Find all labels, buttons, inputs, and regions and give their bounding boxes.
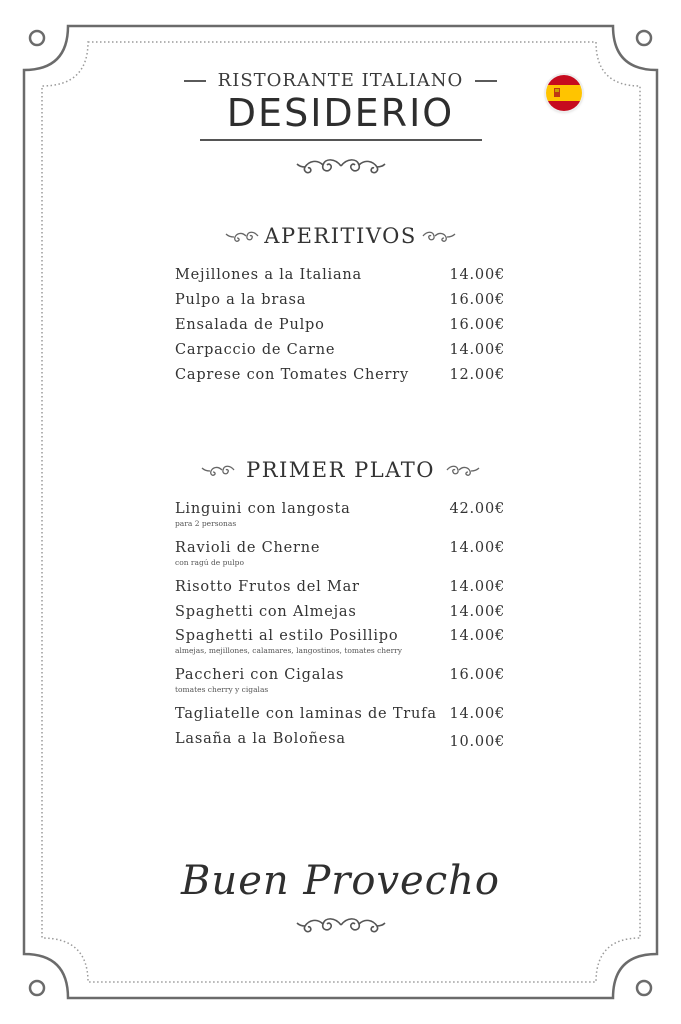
dish-name: Risotto Frutos del Mar xyxy=(175,579,360,595)
aperitivos-list xyxy=(175,266,505,391)
dish-price: 14.00€ xyxy=(449,628,505,644)
dish-price: 10.00€ xyxy=(449,734,505,750)
menu-item xyxy=(175,730,505,755)
dish-price: 14.00€ xyxy=(449,604,505,620)
title-rule xyxy=(200,139,482,141)
dish-price: 14.00€ xyxy=(449,540,505,556)
dish-name: Pulpo a la brasa xyxy=(175,292,307,308)
section-title-primer-plato xyxy=(0,458,681,482)
menu-item xyxy=(175,603,505,627)
corner-dot-tl xyxy=(30,31,44,45)
dish-price: 16.00€ xyxy=(449,667,505,683)
section-heading: APERITIVOS xyxy=(264,224,417,248)
restaurant-name: DESIDERIO xyxy=(226,91,455,135)
menu-item xyxy=(175,316,505,341)
dish-price: 14.00€ xyxy=(449,706,505,722)
dish-name: Mejillones a la Italiana xyxy=(175,267,362,283)
dish-name: Spaghetti al estilo Posillipo xyxy=(175,628,399,644)
dish-name: Caprese con Tomates Cherry xyxy=(175,367,409,383)
dish-price: 12.00€ xyxy=(449,367,505,383)
menu-item xyxy=(175,366,505,391)
primer-plato-list xyxy=(175,500,505,755)
restaurant-subtitle: RISTORANTE ITALIANO xyxy=(217,70,464,91)
section-heading: PRIMER PLATO xyxy=(246,458,435,482)
dish-description: almejas, mejillones, calamares, langostinos, tomates cherry xyxy=(175,646,402,655)
dish-price: 16.00€ xyxy=(449,292,505,308)
subtitle-dash-left xyxy=(184,80,206,82)
spain-flag-icon[interactable] xyxy=(546,75,582,111)
menu-item xyxy=(175,291,505,316)
corner-dot-bl xyxy=(30,981,44,995)
dish-price: 16.00€ xyxy=(449,317,505,333)
dish-name: Paccheri con Cigalas xyxy=(175,667,345,683)
menu-item xyxy=(175,266,505,291)
dish-name: Tagliatelle con laminas de Trufa xyxy=(175,706,437,722)
dish-name: Ensalada de Pulpo xyxy=(175,317,325,333)
menu-item xyxy=(175,705,505,730)
swirl-right-icon xyxy=(445,462,481,478)
dish-name: Lasaña a la Boloñesa xyxy=(175,731,346,747)
dish-price: 14.00€ xyxy=(449,342,505,358)
swirl-left-icon xyxy=(224,228,260,244)
subtitle-dash-right xyxy=(475,80,497,82)
flourish-ornament-icon xyxy=(293,910,389,940)
dish-price: 14.00€ xyxy=(449,267,505,283)
corner-dot-br xyxy=(637,981,651,995)
swirl-left-icon xyxy=(200,462,236,478)
swirl-right-icon xyxy=(421,228,457,244)
dish-name: Carpaccio de Carne xyxy=(175,342,336,358)
dish-description: con ragú de pulpo xyxy=(175,558,244,567)
menu-item xyxy=(175,341,505,366)
section-title-aperitivos xyxy=(0,224,681,248)
dish-price: 42.00€ xyxy=(449,501,505,517)
dish-name: Linguini con langosta xyxy=(175,501,351,517)
flourish-ornament-icon xyxy=(293,151,389,181)
menu-item xyxy=(175,627,505,666)
dish-description: para 2 personas xyxy=(175,519,237,528)
closing-message xyxy=(0,858,681,940)
dish-name: Spaghetti con Almejas xyxy=(175,604,357,620)
menu-item xyxy=(175,666,505,705)
menu-item xyxy=(175,539,505,578)
menu-item xyxy=(175,578,505,603)
menu-item xyxy=(175,500,505,539)
corner-dot-tr xyxy=(637,31,651,45)
dish-price: 14.00€ xyxy=(449,579,505,595)
closing-text: Buen Provecho xyxy=(181,858,500,904)
dish-name: Ravioli de Cherne xyxy=(175,540,321,556)
dish-description: tomates cherry y cigalas xyxy=(175,685,269,694)
